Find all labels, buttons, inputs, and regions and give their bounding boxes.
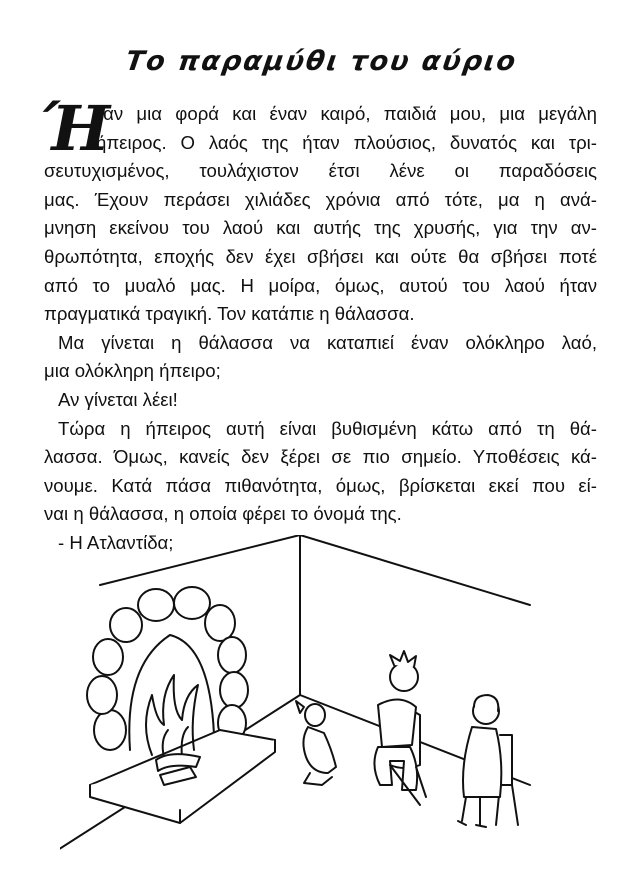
text-line: μνηση εκείνου του λαού και αυτής της χρυσής, για την αν- [44,217,597,239]
child-figure [296,701,336,785]
paragraph-2 [44,329,597,386]
text-line: θρωπότητα, εποχής δεν έχει σβήσει και ούτε θα σβήσει ποτέ [44,245,597,267]
fireplace-arch [87,587,248,750]
text-line: - Η Ατλαντίδα; [58,531,174,553]
illustration-drawing [60,535,540,855]
text-line: μια ολόκληρη ήπειρο; [44,360,221,382]
text-line: ναι η θάλασσα, η οποία φέρει το όνομά της. [44,503,402,525]
paragraph-4 [44,415,597,529]
text-line: σευτυχισμένος, τουλάχιστον έτσι λένε οι παραδόσεις [44,160,597,182]
paragraph-1 [40,92,597,329]
paragraph-3 [44,386,597,415]
text-line: Μα γίνεται η θάλασσα να καταπιεί έναν ολόκληρο λαό, [58,331,597,353]
drop-cap: Ή [40,92,111,165]
story-text [40,92,597,558]
text-line: μας. Έχουν περάσει χιλιάδες χρόνια από τότε, μα η ανά- [44,188,597,210]
page-title: Το παραμύθι του αύριο [123,46,520,77]
text-line: Τώρα η ήπειρος αυτή είναι βυθισμένη κάτω από τη θά- [58,417,597,439]
text-line: πραγματικά τραγική. Τον κατάπιε η θάλασσα. [44,303,415,325]
boy-figure [374,651,426,805]
text-line: νουμε. Κατά πάσα πιθανότητα, όμως, βρίσκεται εκεί που εί- [44,474,597,496]
text-line: από το μυαλό μας. Η μοίρα, όμως, αυτού του λαού ήταν [44,274,597,296]
text-line: ήπειρος. Ο λαός της ήταν πλούσιος, δυνατός και τρι- [96,131,597,153]
text-line: Αν γίνεται λέει! [58,388,178,410]
fireplace-illustration [60,535,540,855]
girl-figure [458,695,518,827]
text-line: λασσα. Όμως, κανείς δεν ξέρει σε πιο σημείο. Υποθέσεις κά- [44,446,597,468]
text-line: ταν μια φορά και έναν καιρό, παιδιά μου, μια μεγάλη [96,103,597,124]
